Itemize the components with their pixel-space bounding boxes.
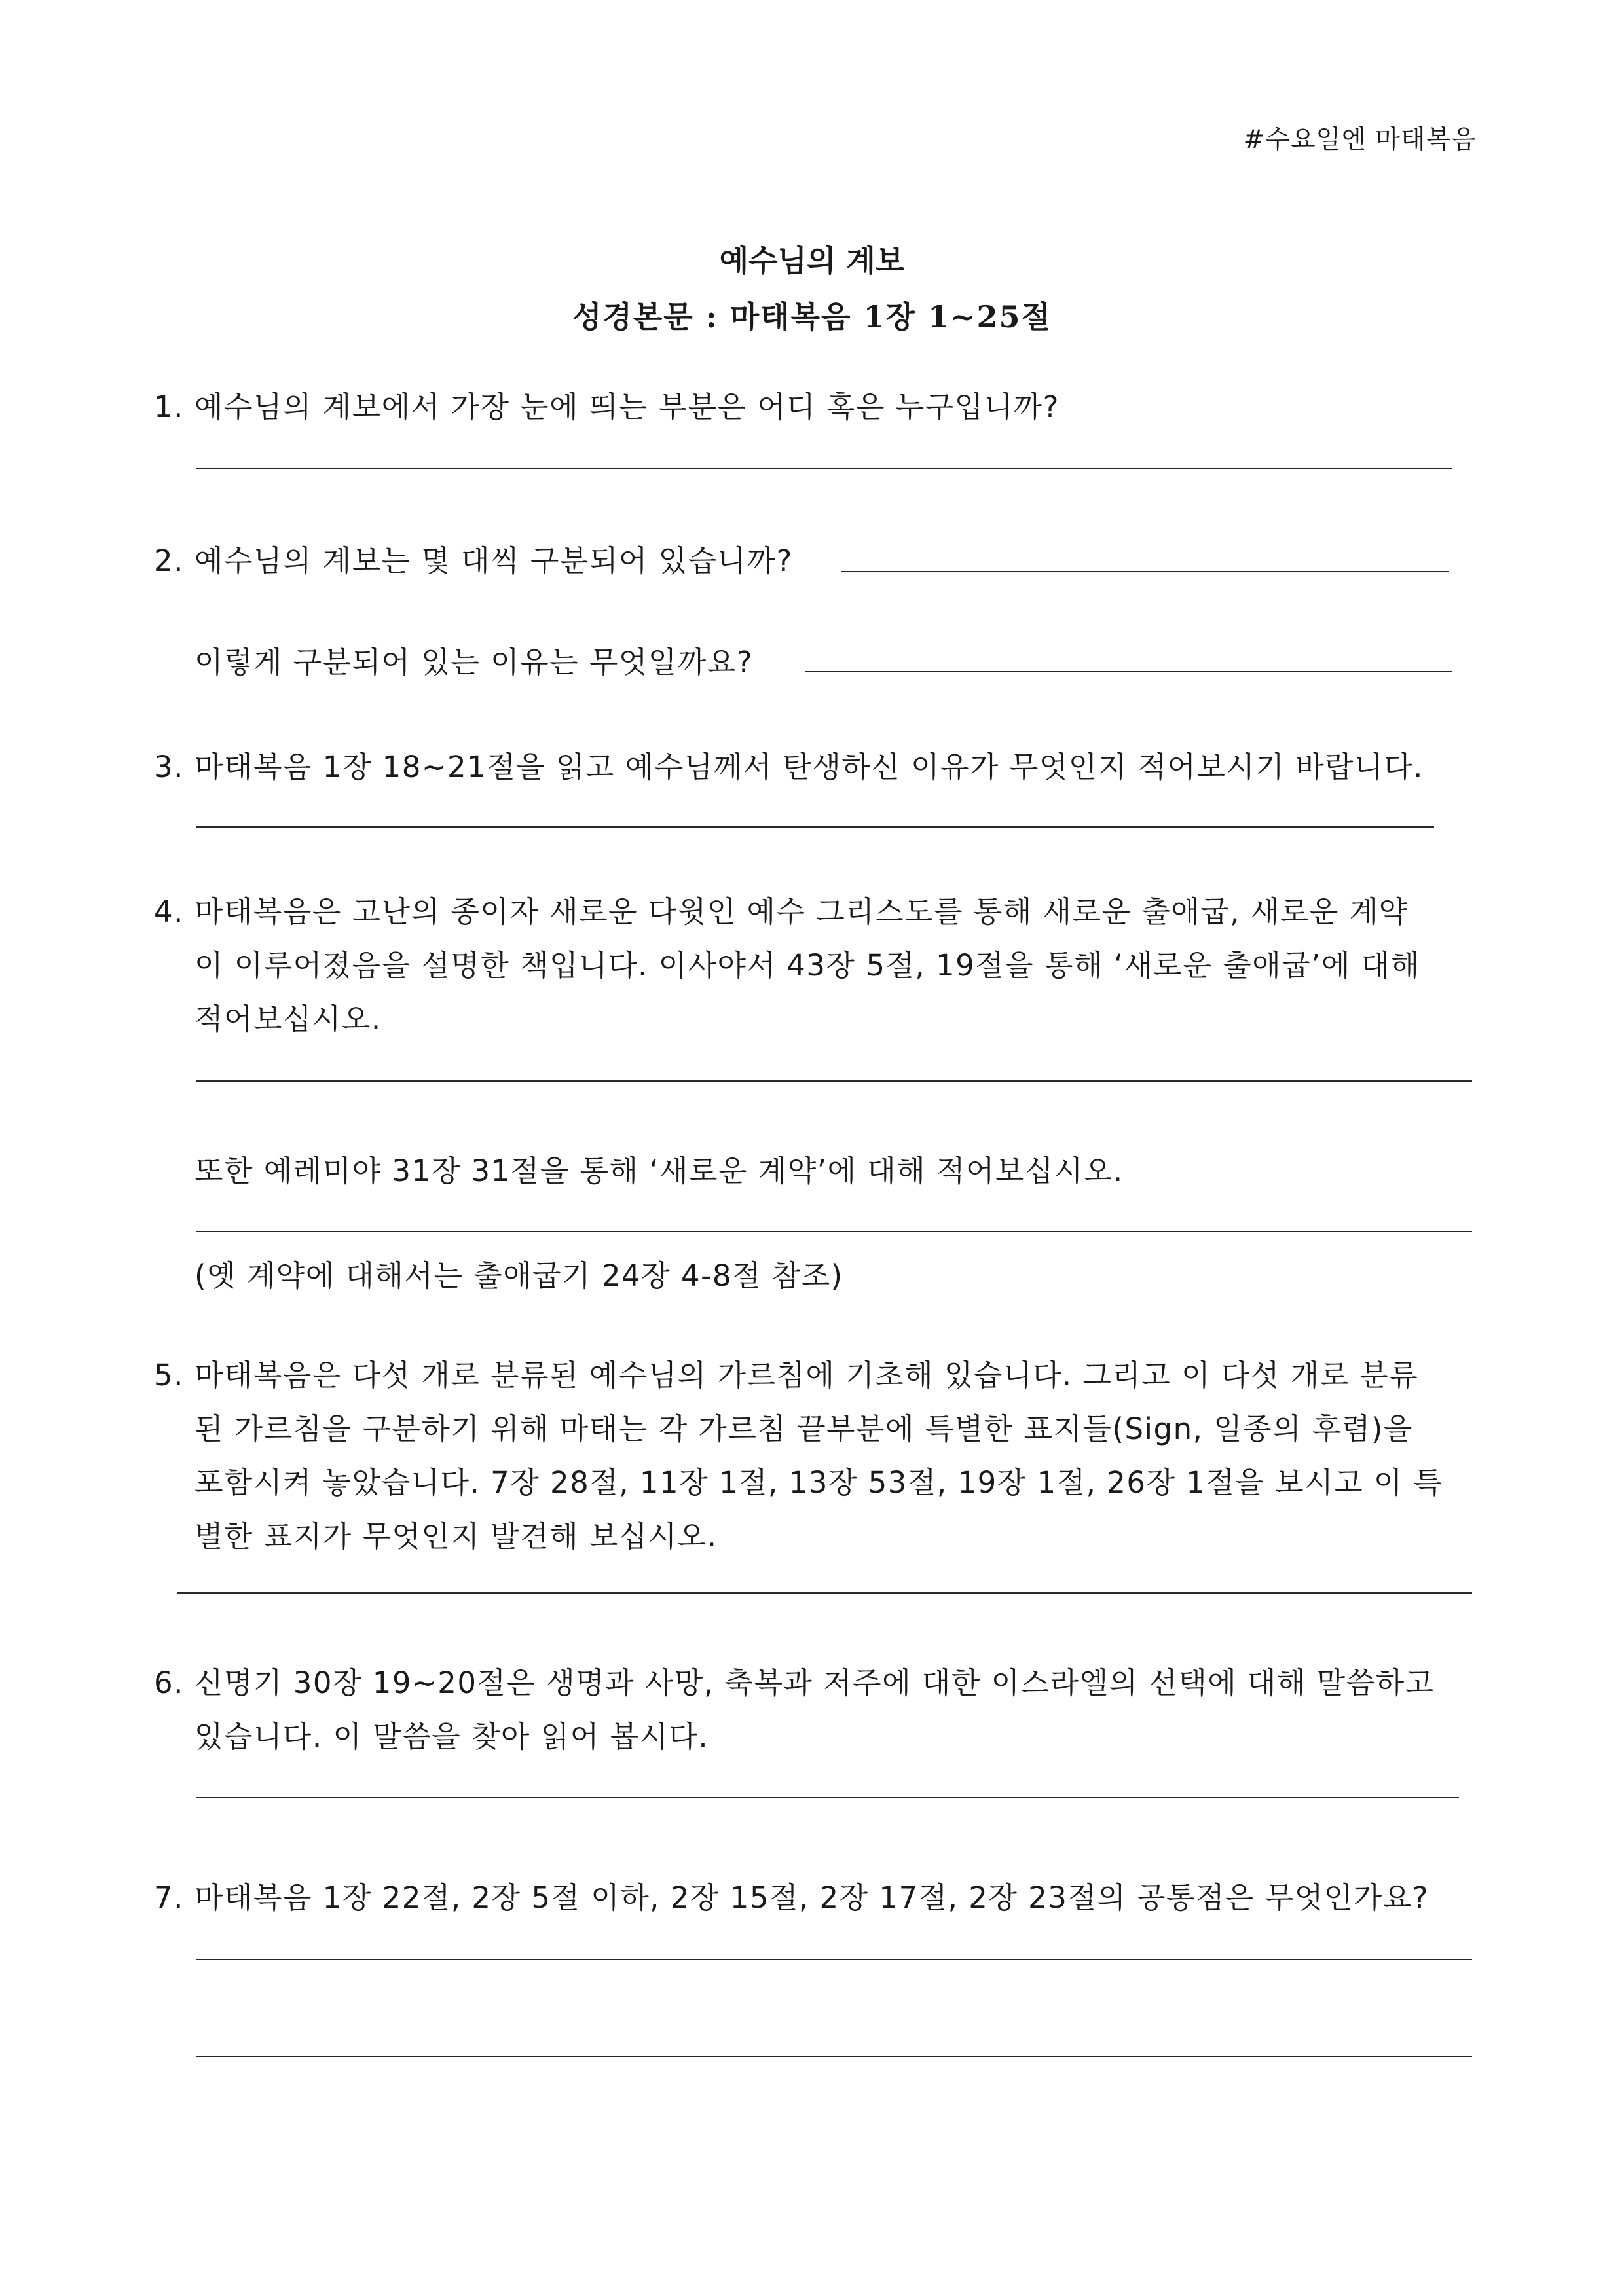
question-4-note: (옛 계약에 대해서는 출애굽기 24장 4-8절 참조) [194, 1258, 843, 1293]
answer-line[interactable] [196, 468, 1452, 469]
answer-line[interactable] [196, 826, 1434, 828]
page-subtitle: 성경본문 : 마태복음 1장 1~25절 [572, 299, 1052, 335]
answer-line[interactable] [196, 2056, 1472, 2057]
question-text-line: 있습니다. 이 말씀을 찾아 읽어 봅시다. [194, 1719, 709, 1754]
question-text-line: 적어보십시오. [194, 1002, 382, 1036]
answer-line[interactable] [196, 1797, 1459, 1798]
answer-line[interactable] [805, 671, 1452, 672]
question-text: 예수님의 계보는 몇 대씩 구분되어 있습니까? [194, 543, 793, 578]
question-text: 마태복음 1장 22절, 2장 5절 이하, 2장 15절, 2장 17절, 2장 23절의 공통점은 무엇인가요? [194, 1880, 1430, 1915]
answer-line[interactable] [841, 571, 1449, 572]
question-text: 마태복음 1장 18~21절을 읽고 예수님께서 탄생하신 이유가 무엇인지 적어보시기 바랍니다. [194, 750, 1424, 784]
question-4 [154, 885, 1420, 1046]
question-number: 6. [154, 1666, 184, 1700]
question-text-line: 포함시켜 놓았습니다. 7장 28절, 11장 1절, 13장 53절, 19장 1절, 26장 1절을 보시고 이 특 [194, 1465, 1443, 1500]
question-text-line: 마태복음은 고난의 종이자 새로운 다윗인 예수 그리스도를 통해 새로운 출애굽, 새로운 계약 [194, 894, 1409, 929]
question-5 [154, 1349, 1443, 1563]
question-number: 1. [154, 390, 184, 424]
header-tag: #수요일엔 마태복음 [1243, 125, 1477, 155]
question-7 [154, 1874, 1429, 1916]
question-2-followup: 이렇게 구분되어 있는 이유는 무엇일까요? [194, 645, 754, 680]
question-text-line: 마태복음은 다섯 개로 분류된 예수님의 가르침에 기초해 있습니다. 그리고 이 다섯 개로 분류 [194, 1358, 1419, 1393]
answer-line[interactable] [196, 1959, 1472, 1960]
question-text-line: 신명기 30장 19~20절은 생명과 사망, 축복과 저주에 대한 이스라엘의 선택에 대해 말씀하고 [194, 1666, 1435, 1700]
question-text-line: 별한 표지가 무엇인지 발견해 보십시오. [194, 1519, 718, 1554]
question-number: 7. [154, 1880, 184, 1915]
question-text: 예수님의 계보에서 가장 눈에 띄는 부분은 어디 혹은 누구입니까? [194, 390, 1060, 424]
question-number: 3. [154, 750, 184, 784]
question-number: 4. [154, 894, 184, 929]
answer-line[interactable] [196, 1231, 1472, 1232]
answer-line[interactable] [196, 1080, 1472, 1082]
answer-line[interactable] [177, 1592, 1472, 1594]
question-text-line: 이 이루어졌음을 설명한 책입니다. 이사야서 43장 5절, 19절을 통해 ‘새로운 출애굽’에 대해 [194, 948, 1420, 983]
question-4-followup: 또한 예레미야 31장 31절을 통해 ‘새로운 계약’에 대해 적어보십시오. [194, 1154, 1124, 1188]
question-number: 2. [154, 543, 184, 578]
page-title: 예수님의 계보 [719, 243, 905, 278]
question-1 [154, 383, 1060, 426]
question-number: 5. [154, 1358, 184, 1393]
question-6 [154, 1656, 1435, 1764]
question-text-line: 된 가르침을 구분하기 위해 마태는 각 가르침 끝부분에 특별한 표지들(Sign, 일종의 후렴)을 [194, 1412, 1413, 1446]
question-3 [154, 743, 1424, 786]
question-2 [154, 537, 793, 579]
